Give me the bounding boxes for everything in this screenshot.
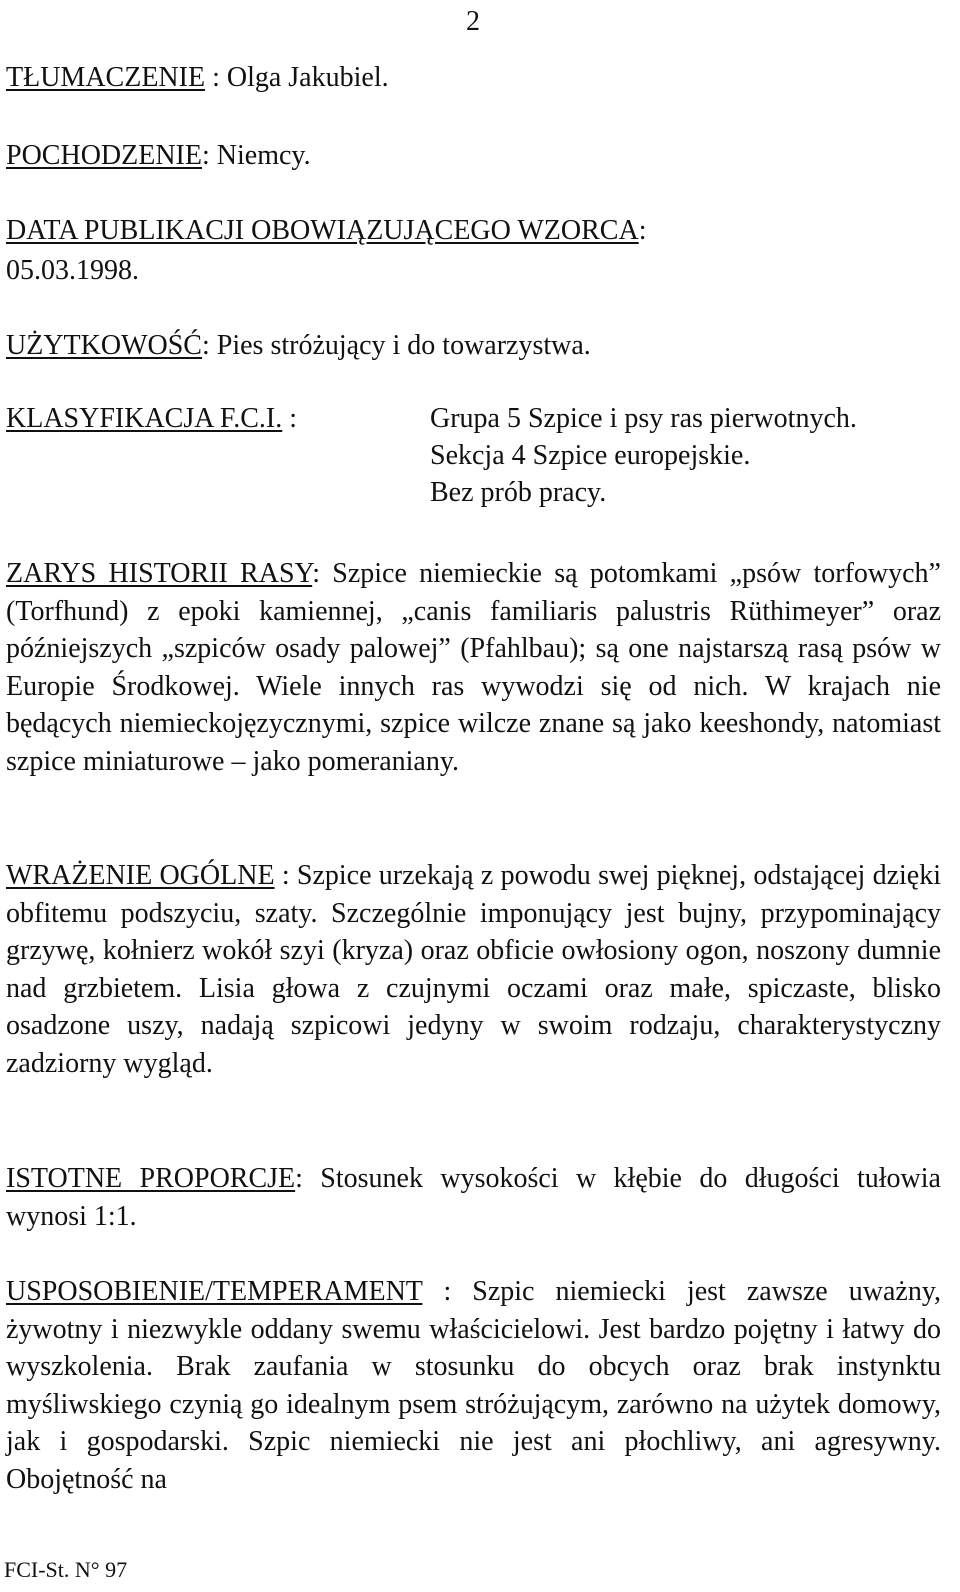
translation-sep: : xyxy=(205,62,227,93)
proportions-paragraph xyxy=(6,1160,941,1235)
footer-reference: FCI-St. N° 97 xyxy=(4,1557,128,1582)
translation-value: Olga Jakubiel. xyxy=(226,62,389,93)
publication-label: DATA PUBLIKACJI OBOWIĄZUJĄCEGO WZORCA xyxy=(6,215,639,246)
history-label: ZARYS HISTORII RASY xyxy=(6,558,313,589)
general-appearance-paragraph xyxy=(6,857,941,1082)
temperament-text: : Szpic niemiecki jest zawsze uważny, żywotny i niezwykle oddany swemu właścicielowi. Jest bardzo pojętny i łatwy do wyszkolenia. Brak zaufania w stosunku do obcych oraz brak instynktu myśliwskiego czynią go idealnym psem stróżującym, zarówno na użytek domowy, jak i gospodarski. Szpic niemiecki nie jest ani płochliwy, ani agresywny. Obojętność na xyxy=(6,1276,941,1495)
origin-label: POCHODZENIE xyxy=(6,140,202,171)
classification-values xyxy=(430,400,857,511)
translation-line xyxy=(6,64,389,92)
temperament-paragraph xyxy=(6,1273,941,1498)
general-label: WRAŻENIE OGÓLNE xyxy=(6,860,275,891)
origin-sep: : xyxy=(202,140,217,171)
classification-label: KLASYFIKACJA F.C.I. xyxy=(6,403,283,434)
publication-line xyxy=(6,217,646,245)
general-text: : Szpice urzekają z powodu swej pięknej, odstającej dzięki obfitemu podszyciu, szaty. Szczególnie imponujący jest bujny, przypominający grzywę, kołnierz wokół szyi (kryza) oraz obficie owłosiony ogon, noszony dumnie nad grzbietem. Lisia głowa z czujnymi oczami oraz małe, spiczaste, blisko osadzone uszy, nadają szpicowi jedyny w swoim rodzaju, charakterystyczny zadziorny wygląd. xyxy=(6,860,941,1079)
classification-group: Grupa 5 Szpice i psy ras pierwotnych. xyxy=(430,403,857,434)
classification-sep: : xyxy=(282,403,298,434)
classification-heading xyxy=(6,405,297,433)
classification-section: Sekcja 4 Szpice europejskie. xyxy=(430,440,751,471)
classification-working-trial: Bez prób pracy. xyxy=(430,477,607,508)
history-paragraph xyxy=(6,555,941,780)
utility-label: UŻYTKOWOŚĆ xyxy=(6,330,202,361)
publication-value: 05.03.1998. xyxy=(6,255,139,286)
temperament-label: USPOSOBIENIE/TEMPERAMENT xyxy=(6,1276,423,1307)
proportions-text: : Stosunek wysokości w kłębie do długości tułowia wynosi 1:1. xyxy=(6,1163,941,1232)
proportions-label: ISTOTNE PROPORCJE xyxy=(6,1163,296,1194)
utility-sep: : xyxy=(202,330,217,361)
page-number: 2 xyxy=(466,6,480,37)
utility-line xyxy=(6,332,591,360)
utility-value: Pies stróżujący i do towarzystwa. xyxy=(216,330,591,361)
origin-line xyxy=(6,142,311,170)
history-text: : Szpice niemieckie są potomkami „psów torfowych” (Torfhund) z epoki kamiennej, „canis familiaris palustris Rüthimeyer” oraz późniejszych „szpiców osady palowej” (Pfahlbau); są one najstarszą rasą psów w Europie Środkowej. Wiele innych ras wywodzi się od nich. W krajach nie będących niemieckojęzycznymi, szpice wilcze znane są jako keeshondy, natomiast szpice miniaturowe – jako pomeraniany. xyxy=(6,558,941,777)
publication-sep: : xyxy=(638,215,647,246)
origin-value: Niemcy. xyxy=(216,140,311,171)
translation-label: TŁUMACZENIE xyxy=(6,62,206,93)
